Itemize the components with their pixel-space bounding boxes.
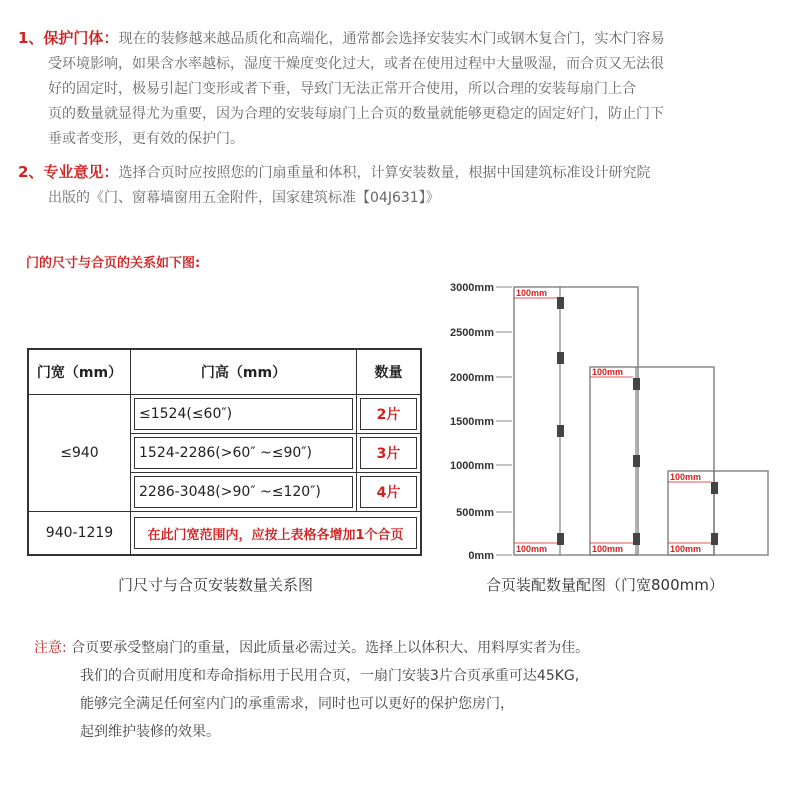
para1-line3: 好的固定时，极易引起门变形或者下垂，导致门无法正常开合使用，所以合理的安装每扇门上合 xyxy=(48,81,636,97)
y-tick-label: 500mm xyxy=(456,507,494,519)
hinge-icon xyxy=(557,425,564,437)
y-tick-label: 3000mm xyxy=(449,282,494,294)
hinge-icon xyxy=(711,482,718,494)
height-value: 1524-2286(>60″ ~≤90″) xyxy=(134,437,353,469)
y-tick-label: 0mm xyxy=(468,550,494,562)
height-value: 2286-3048(>90″ ~≤120″) xyxy=(134,476,353,508)
table-cell xyxy=(357,473,422,512)
gap-label: 100mm xyxy=(670,472,702,482)
header-door-width: 门宽（mm） xyxy=(28,349,131,395)
table-cell xyxy=(131,473,357,512)
qty-value: 3片 xyxy=(360,437,417,469)
note-label: 注意: xyxy=(34,640,67,656)
section-title: 门的尺寸与合页的关系如下图: xyxy=(26,256,201,271)
door-2000mm xyxy=(590,367,714,555)
header-quantity: 数量 xyxy=(357,349,422,395)
para2-heading: 2、专业意见： xyxy=(18,163,119,181)
para1-line4: 页的数量就显得尤为重要，因为合理的安装每扇门上合页的数量就能够更稳定的固定好门，防止门下 xyxy=(48,106,664,122)
table-caption: 门尺寸与合页安装数量关系图 xyxy=(118,576,314,594)
para1-line5: 垂或者变形，更有效的保护门。 xyxy=(48,131,244,147)
gap-label: 100mm xyxy=(670,544,702,554)
para1-heading: 1、保护门体： xyxy=(18,29,119,47)
para2-line1: 选择合页时应按照您的门扇重量和体积，计算安装数量，根据中国建筑标准设计研究院 xyxy=(118,165,651,181)
hinge-icon xyxy=(557,352,564,364)
hinge-placement-diagram xyxy=(430,275,780,570)
last-width-cell: 940-1219 xyxy=(28,512,131,556)
hinge-icon xyxy=(711,533,718,545)
gap-label: 100mm xyxy=(516,288,548,298)
note-line1: 合页要承受整扇门的重量，因此质量必需过关。选择上以体积大、用料厚实者为佳。 xyxy=(71,640,590,656)
qty-value: 4片 xyxy=(360,476,417,508)
hinge-quantity-table xyxy=(27,348,422,556)
height-value: ≤1524(≤60″) xyxy=(134,398,353,430)
note-section xyxy=(34,634,589,746)
table-row xyxy=(28,512,421,556)
hinge-icon xyxy=(633,455,640,467)
para1-line1: 现在的装修越来越品质化和高端化，通常都会选择安装实木门或钢木复合门，实木门容易 xyxy=(118,31,665,47)
header-door-height: 门高（mm） xyxy=(131,349,357,395)
table-cell xyxy=(131,434,357,473)
table-cell xyxy=(357,395,422,434)
add-hinge-note: 在此门宽范围内，应按上表格各增加1个合页 xyxy=(134,517,417,549)
table-cell xyxy=(357,434,422,473)
table-cell xyxy=(131,512,422,556)
hinge-icon xyxy=(557,297,564,309)
para2-line2: 出版的《门、窗幕墙窗用五金附件，国家建筑标准【04J631】》 xyxy=(48,190,440,206)
hinge-icon xyxy=(557,533,564,545)
gap-label: 100mm xyxy=(592,367,624,377)
diagram-caption: 合页装配数量配图（门宽800mm） xyxy=(486,576,724,594)
y-tick-label: 1000mm xyxy=(449,460,494,472)
hinge-icon xyxy=(633,378,640,390)
hinge-icon xyxy=(633,533,640,545)
note-line4: 起到维护装修的效果。 xyxy=(80,724,220,740)
paragraph-protect-door xyxy=(18,26,774,152)
qty-value: 2片 xyxy=(360,398,417,430)
table-header-row xyxy=(28,349,421,395)
y-tick-label: 2000mm xyxy=(449,372,494,384)
y-tick-label: 2500mm xyxy=(449,327,494,339)
gap-label: 100mm xyxy=(592,544,624,554)
width-group-cell: ≤940 xyxy=(28,395,131,512)
para1-line2: 受环境影响，如果含水率越标，湿度干燥度变化过大，或者在使用过程中大量吸湿，而合页又无法很 xyxy=(48,56,664,72)
table-cell xyxy=(131,395,357,434)
note-line3: 能够完全满足任何室内门的承重需求，同时也可以更好的保护您房门， xyxy=(80,696,514,712)
note-line2: 我们的合页耐用度和寿命指标用于民用合页，一扇门安装3片合页承重可达45KG, xyxy=(80,668,580,684)
y-tick-label: 1500mm xyxy=(449,416,494,428)
table-row xyxy=(28,395,421,434)
paragraph-expert-advice xyxy=(18,160,774,211)
gap-label: 100mm xyxy=(516,544,548,554)
door-3000mm xyxy=(514,287,638,555)
